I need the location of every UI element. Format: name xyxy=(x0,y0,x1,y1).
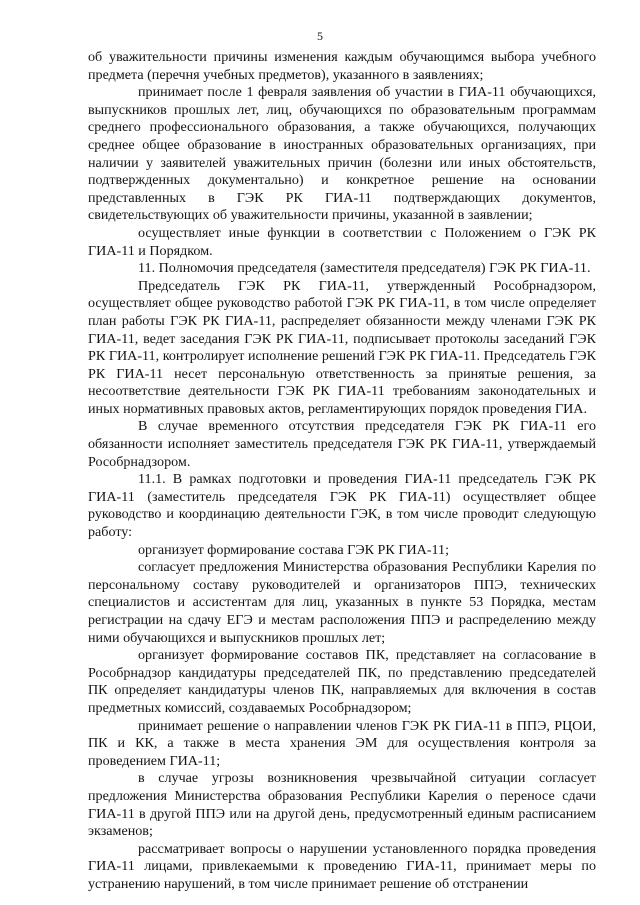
paragraph: Председатель ГЭК РК ГИА-11, утвержденный Рособрнадзором, осуществляет общее руководство работой ГЭК РК ГИА-11, в том числе определяет план работы ГЭК РК ГИА-11, распределяет обязанности между членами ГЭК РК ГИА-11, ведет заседания ГЭК РК ГИА-11, подписывает протоколы заседаний ГЭК РК ГИА-11, контролирует исполнение решений ГЭК РК ГИА-11. Председатель ГЭК РК ГИА-11 несет персональную ответственность за принятые решения, за несоответствие деятельности ГЭК РК ГИА-11 требованиям законодательных и иных нормативных правовых актов, регламентирующих порядок проведения ГИА. xyxy=(88,277,596,417)
paragraph: организует формирование состава ГЭК РК ГИА-11; xyxy=(138,541,450,558)
paragraph: В случае временного отсутствия председателя ГЭК РК ГИА-11 его обязанности исполняет заместитель председателя ГЭК РК ГИА-11, утверждаемый Рособрнадзором. xyxy=(88,418,596,470)
paragraph: согласует предложения Министерства образования Республики Карелия по персональному составу руководителей и организаторов ППЭ, технических специалистов и ассистентам для лиц, указанных в пункте 53 Порядка, местам регистрации на сдачу ЕГЭ и местам расположения ППЭ и распределению между ними обучающихся и выпускников прошлых лет; xyxy=(88,559,596,646)
paragraph: об уважительности причины изменения каждым обучающимся выбора учебного предмета (перечня учебных предметов), указанного в заявлениях; xyxy=(88,49,596,83)
paragraph: в случае угрозы возникновения чрезвычайной ситуации согласует предложения Министерства образования Республики Карелия о переносе сдачи ГИА-11 в другой ППЭ или на другой день, предусмотренный единым расписанием экзаменов; xyxy=(88,770,596,840)
paragraph: осуществляет иные функции в соответствии с Положением о ГЭК РК ГИА-11 и Порядком. xyxy=(88,224,596,259)
page-number: 5 xyxy=(317,29,323,43)
paragraph: рассматривает вопросы о нарушении установленного порядка проведения ГИА-11 лицами, привлекаемыми к проведению ГИА-11, принимает меры по устранению нарушений, в том числе принимает решение об отстранении xyxy=(88,840,596,892)
document-body xyxy=(88,49,596,894)
paragraph: принимает решение о направлении членов ГЭК РК ГИА-11 в ППЭ, РЦОИ, ПК и КК, а также в места хранения ЭМ для осуществления контроля за проведением ГИА-11; xyxy=(88,717,596,769)
paragraph: организует формирование составов ПК, представляет на согласование в Рособрнадзор кандидатуры председателей ПК, по представлению председателей ПК определяет кандидатуры членов ПК, направляемых для включения в состав предметных комиссий, создаваемых Рособрнадзором; xyxy=(88,647,596,716)
paragraph: 11.1. В рамках подготовки и проведения ГИА-11 председатель ГЭК РК ГИА-11 (заместитель председателя ГЭК РК ГИА-11) осуществляет общее руководство и координацию деятельности ГЭК, в том числе проводит следующую работу: xyxy=(88,471,596,541)
paragraph: принимает после 1 февраля заявления об участии в ГИА-11 обучающихся, выпускников прошлых лет, лиц, обучающихся по образовательным программам среднего профессионального образования, а также обучающихся, получающих среднее общее образование в иностранных образовательных организациях, при наличии у заявителей уважительных причин (болезни или иных обстоятельств, подтвержденных документально) и конкретное решение на основании представленных в ГЭК РК ГИА-11 подтверждающих документов, свидетельствующих об уважительности причины, указанной в заявлении; xyxy=(88,84,596,224)
paragraph: 11. Полномочия председателя (заместителя председателя) ГЭК РК ГИА-11. xyxy=(138,260,591,277)
